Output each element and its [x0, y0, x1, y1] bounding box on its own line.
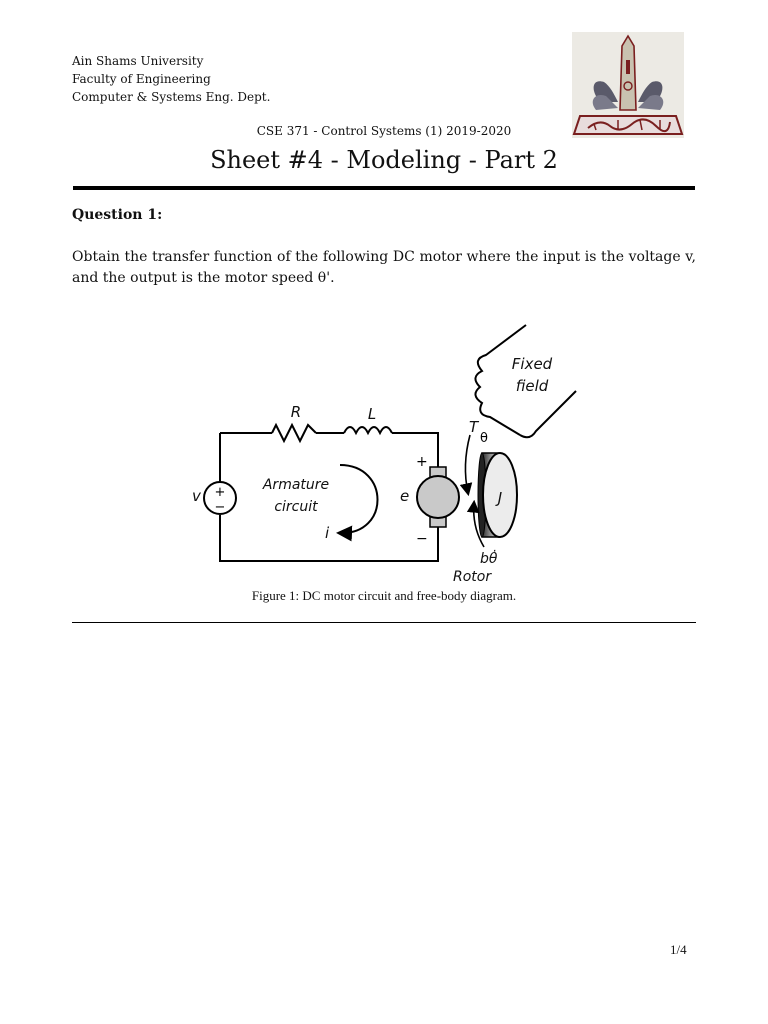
source-minus: − — [214, 500, 226, 515]
question-label: Question 1: — [72, 207, 163, 223]
motor-plus: + — [416, 454, 428, 470]
section-divider — [72, 622, 696, 623]
rotor-label: Rotor — [453, 569, 492, 585]
page-number: 1/4 — [670, 942, 687, 957]
motor-symbol — [417, 467, 459, 527]
motor-minus: − — [416, 531, 428, 547]
dc-motor-diagram — [180, 315, 590, 595]
fixed-field-label-1: Fixed — [511, 355, 553, 373]
fixed-field-label-2: field — [515, 377, 549, 395]
current-arrow — [340, 465, 378, 533]
source-label: v — [192, 487, 201, 505]
department-name: Computer & Systems Eng. Dept. — [72, 90, 271, 104]
source-plus: + — [214, 485, 226, 500]
faculty-name: Faculty of Engineering — [72, 72, 211, 86]
course-line: CSE 371 - Control Systems (1) 2019-2020 — [256, 124, 512, 138]
inertia-label: J — [497, 489, 503, 507]
theta-label: θ — [480, 431, 488, 446]
torque-label: T — [469, 418, 479, 436]
title-divider — [73, 186, 695, 190]
page-title: Sheet #4 - Modeling - Part 2 — [210, 146, 558, 174]
institution-header — [72, 52, 270, 106]
resistor-label: R — [290, 403, 302, 421]
question-text: Obtain the transfer function of the following DC motor where the input is the voltage v, and the output is the motor speed θ'. — [72, 249, 696, 286]
armature-label-2: circuit — [274, 499, 318, 515]
torque-arrow — [465, 435, 470, 493]
current-label: i — [325, 524, 330, 542]
armature-label-1: Armature — [262, 477, 330, 493]
university-name: Ain Shams University — [72, 54, 204, 68]
inductor-symbol — [344, 427, 392, 433]
resistor-symbol — [272, 425, 316, 441]
friction-label: bθ̇ — [480, 551, 498, 567]
emf-label: e — [400, 487, 410, 505]
figure-caption: Figure 1: DC motor circuit and free-body diagram. — [251, 588, 517, 603]
inductor-label: L — [367, 405, 377, 423]
